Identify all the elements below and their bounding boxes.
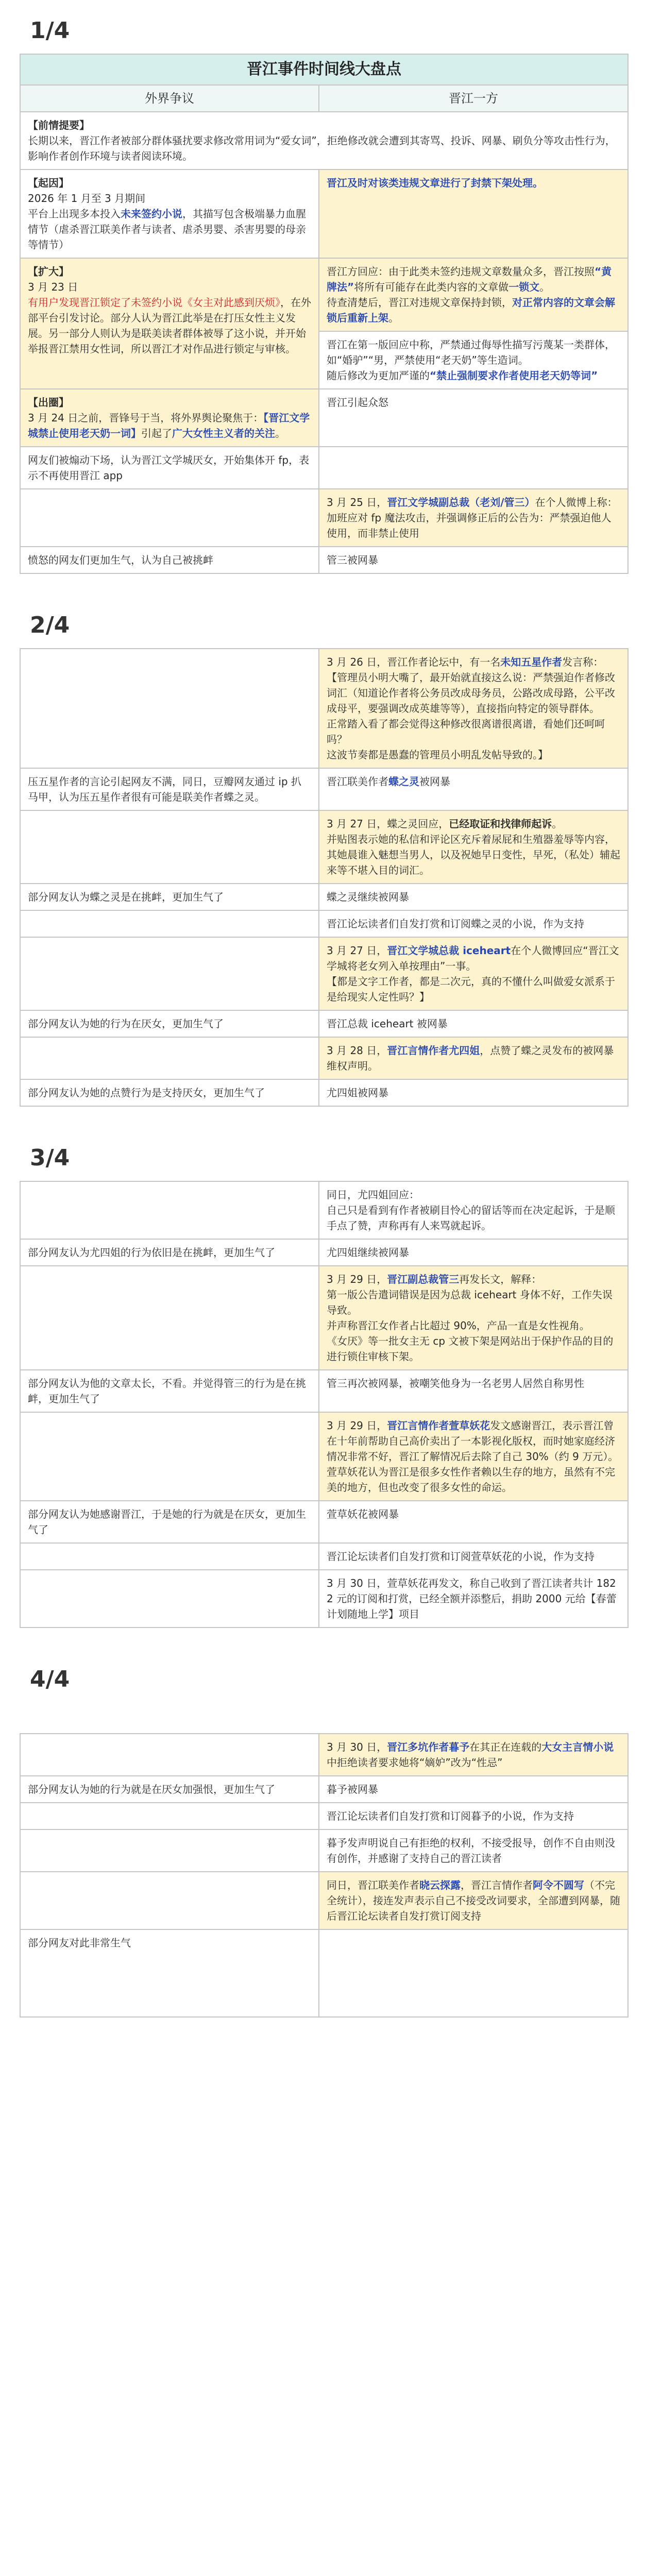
highlight-text: 未来签约小说 [121,208,182,220]
cell-text: 3 月 27 日， [327,944,387,957]
table-cell [20,447,319,489]
table-cell [319,1543,628,1570]
column-header-right: 晋江一方 [319,85,628,112]
highlight-text: 晓云探露 [419,1879,461,1891]
cell-text: 3 月 28 日， [327,1044,387,1057]
table-row [20,1570,628,1628]
table-row [20,649,628,768]
table-cell [319,1079,628,1106]
table-row [20,1239,628,1266]
table-cell [20,768,319,810]
table-row [20,1829,628,1872]
table-row [20,1266,628,1370]
cell-text: 平台上出现多本投入 [28,208,121,220]
table-cell [20,1266,319,1370]
table-cell [319,1570,628,1628]
cell-text: 部分网友认为他的文章太长，不看。并觉得管三的行为是在挑衅，更加生气了 [28,1377,306,1405]
cell-text: 再发长文，解释： [459,1273,542,1285]
highlight-text: 未知五星作者 [500,656,563,668]
table-cell [319,170,628,258]
cell-text: 晋江在第一版回应中称，严禁通过侮辱性描写污蔑某一类群体，如“婚驴”“男，严禁使用“老天奶”等生造词。 [327,338,615,366]
page-2 [0,595,645,1107]
table-row [20,1501,628,1543]
cell-text: 同日，晋江联美作者 [327,1879,419,1891]
cell-text: 网友们被煽动下场，认为晋江文学城厌女，开始集体开 fp，表示不再使用晋江 app [28,454,310,482]
table-cell [319,1734,628,1776]
highlight-text: 晋江言情作者萱草妖花 [387,1419,490,1432]
table-cell [20,884,319,910]
table-cell [319,810,628,884]
cell-text: 3 月 26 日，晋江作者论坛中，有一名 [327,656,501,668]
cell-text [327,295,620,326]
cell-text: 长期以来，晋江作者被部分群体骚扰要求修改常用词为“爱女词”，拒绝修改就会遭到其寄骂、投诉、网暴、刷负分等攻击性行为，影响作者创作环境与读者阅读环境。 [28,134,616,162]
table-cell [20,489,319,547]
table-row [20,1929,628,2017]
cell-text: 3 月 30 日，萱草妖花再发文，称自己收到了晋江读者共计 1822 元的订阅和打赏，已经全额并添整后，捐助 2000 元给【春蕾计划随地上学】项目 [327,1577,617,1620]
table-cell [319,1239,628,1266]
cell-text: 《女厌》等一批女主无 cp 文被下架是网站出于保护作品的目的进行锁住审核下架。 [327,1335,614,1363]
table-row [20,810,628,884]
table-cell [319,1872,628,1929]
table-row [20,170,628,258]
table-cell [319,1929,628,2017]
cell-text: 压五星作者的言论引起网友不满，同日，豆瓣网友通过 ip 扒马甲，认为压五星作者很有可能是联美作者蝶之灵。 [28,775,301,803]
table-cell [319,447,628,489]
cell-text: 萱草妖花认为晋江是很多女性作者赖以生存的地方，虽然有不完美的地方，但也改变了很多女性的命运。 [327,1466,615,1494]
table-row [20,258,628,331]
table-cell [319,489,628,547]
page-3 [0,1127,645,1628]
table-cell [20,937,319,1010]
table-cell [20,1037,319,1079]
table-cell [319,937,628,1010]
table-cell [319,1776,628,1803]
table-cell [319,1803,628,1829]
table-cell [319,331,628,389]
table-cell [20,1501,319,1543]
highlight-text: “禁止强制要求作者使用老天奶等词” [430,369,598,382]
table-cell [319,1266,628,1370]
highlight-text: 晋江文学城副总裁（老刘/管三） [387,496,535,509]
cell-text: 引起了 [141,427,172,439]
table-cell [20,1872,319,1929]
table-row [20,547,628,573]
cell-text: 3 月 29 日， [327,1419,387,1432]
cell-text: 部分网友认为她的行为在厌女，更加生气了 [28,1018,224,1030]
cell-text: 3 月 29 日， [327,1273,387,1285]
table-cell [319,1370,628,1412]
table-row [20,389,628,447]
cell-text: 中拒绝读者要求她将“嫡妒”改为“性忌” [327,1756,503,1769]
cell-text: ，点赞了蝶之灵发布的被网暴维权声明。 [327,1044,614,1072]
table-cell [20,1239,319,1266]
highlight-text: “黄牌法” [327,265,612,293]
cell-text: 暮予发声明说自己有拒绝的权利，不接受报导，创作不自由则没有创作，并感谢了支持自己的晋江读者 [327,1837,615,1865]
timeline-table [20,1733,629,2018]
cell-text: 同日，尤四姐回应： [327,1189,419,1201]
cell-text: （不完全统计），接连发声表示自己不接受改词要求，全部遭到网暴，随后晋江论坛读者自发打赏订阅支持 [327,1879,620,1922]
table-cell [20,1829,319,1872]
highlight-text: 阿令不圆写 [533,1879,584,1891]
table-cell [20,1079,319,1106]
table-row [20,884,628,910]
cell-text: 晋江论坛读者们自发打赏和订阅萱草妖花的小说，作为支持 [327,1550,595,1563]
section-tag: 【扩大】 [28,265,69,278]
table-row [20,1872,628,1929]
cell-text: 正常踏入看了都会觉得这种修改很离谱很离谱，看她们还呵呵吗？ [327,718,605,745]
highlight-text: 大女主言情小说 [541,1741,614,1753]
cell-text: 愤怒的网友们更加生气，认为自己被挑衅 [28,554,213,566]
cell-text: 晋江论坛读者们自发打赏和订阅暮予的小说，作为支持 [327,1810,574,1822]
timeline-table [20,648,629,1107]
cell-text: 发言称： [562,656,604,668]
table-cell [20,1734,319,1776]
cell-text: 萱草妖花被网暴 [327,1508,399,1520]
cell-text: 将所有可能存在此类内容的文章做 [354,281,509,293]
cell-text: 晋江联美作者 [327,775,388,788]
table-cell [20,810,319,884]
highlight-text: 晋江及时对该类违规文章进行了封禁下架处理。 [327,177,543,189]
table-cell [20,1370,319,1412]
cell-text: 尤四姐继续被网暴 [327,1246,409,1259]
page-number: 1/4 [30,18,70,44]
cell-text: 管三再次被网暴，被嘲笑他身为一名老男人居然自称男性 [327,1377,584,1389]
table-cell [20,649,319,768]
table-row [20,489,628,547]
table-title: 晋江事件时间线大盘点 [20,54,628,85]
table-cell [20,1010,319,1037]
table-cell [319,910,628,937]
cell-text: ，在外部平台引发讨论。部分人认为晋江此举是在打压女性主义发展。另一部分人则认为是联美读者群体被辱了这小说，并开始举报晋江禁用女性词，所以晋江才对作品进行锁定与审核。 [28,296,311,355]
table-row [20,112,628,170]
table-cell [319,1181,628,1239]
table-cell [319,547,628,573]
cell-text: 晋江引起众怒 [327,396,388,409]
cell-text: 【都是文字工作者，都是二次元，真的不懂什么叫做爱女派系于是给现实人定性吗？】 [327,975,615,1003]
cell-text: 3 月 24 日之前，晋锋号于当，将外界舆论聚焦于： [28,412,264,424]
table-cell [20,1412,319,1501]
date-text: 2026 年 1 月至 3 月期间 [28,192,146,205]
table-row [20,1010,628,1037]
cell-text: 部分网友认为她的点赞行为是支持厌女，更加生气了 [28,1087,265,1099]
cell-text: 【管理员小明大嘴了，最开始就直接这么说：严禁强迫作者修改词汇（知道论作者将公务员改成母务员，公路改成母路，公平改成母平，要强调改成英雄等等），直接指向特定的领导群体。 [327,671,615,715]
table-cell [20,1181,319,1239]
highlight-text: 晋江副总裁管三 [387,1273,460,1285]
table-cell [319,389,628,447]
highlight-text: 广大女性主义者的关注 [172,427,275,439]
cell-text: 。 [539,281,550,293]
table-row [20,1776,628,1803]
table-cell [319,258,628,331]
page-4 [0,1649,645,2018]
section-tag: 【前情提要】 [28,119,90,131]
cell-text: ，其描写包含极端暴力血腥情节（虐杀晋江联美作者与读者、虐杀男婴、杀害男婴的母亲等情节） [28,208,306,251]
cell-text: 自己只是看到有作者被刷目怜心的留话等而在决定起诉，于是顺手点了赞，声称再有人来骂就起诉。 [327,1204,615,1232]
table-cell [319,1037,628,1079]
table-cell [319,884,628,910]
cell-text: 并贴图表示她的私信和评论区充斥着尿屁和生殖器羞辱等内容，其她晨谁入魅想当男人，以及祝她早日变性，早死，（私处）辅起来等不堪入目的词汇。 [327,833,620,876]
cell-text: 发文感谢晋江，表示晋江曾在十年前帮助自己高价卖出了一本影视化版权，而时她家庭经济情况非常不好，晋江了解情况后去除了自己 30%（约 9 万元）。 [327,1419,619,1463]
highlight-text: 对正常内容的文章会解锁后重新上架 [327,296,615,324]
cell-text: 在个人微博回应“晋江文学城将老女列入单按理由”一事。 [327,944,619,972]
page-number: 4/4 [30,1666,70,1692]
page-number: 2/4 [30,612,70,638]
cell-text: 部分网友认为尤四姐的行为依旧是在挑衅，更加生气了 [28,1246,275,1259]
cell-text: 第一版公告遣词错误是因为总裁 iceheart 身体不好，工作失误导致。 [327,1289,613,1316]
cell-text: 。 [275,427,285,439]
table-row [20,447,628,489]
table-row [20,1037,628,1079]
table-cell [319,768,628,810]
date-text: 3 月 23 日 [28,281,78,293]
cell-text: 部分网友对此非常生气 [28,1937,131,1949]
cell-text: 随后修改为更加严谨的 [327,369,430,382]
cell-text: 晋江方回应：由于此类未签约违规文章数量众多，晋江按照 [327,265,595,278]
table-row [20,1181,628,1239]
table-cell [20,1570,319,1628]
cell-text: 。 [388,312,399,324]
highlight-text: 蝶之灵 [388,775,419,788]
cell-text: 3 月 30 日， [327,1741,387,1753]
cell-text: 3 月 27 日，蝶之灵回应， [327,818,449,830]
cell-text: 管三被网暴 [327,554,378,566]
cell-text: ，晋江言情作者 [461,1879,533,1891]
table-cell [20,258,319,389]
section-tag: 【出圈】 [28,396,69,409]
table-row [20,1734,628,1776]
table-cell [20,389,319,447]
table-cell [20,1543,319,1570]
cell-text: 晋江总裁 iceheart 被网暴 [327,1018,448,1030]
cell-text: 蝶之灵继续被网暴 [327,891,409,903]
cell-text: 。 [552,818,563,830]
cell-text: 部分网友认为蝶之灵是在挑衅，更加生气了 [28,891,224,903]
table-row [20,937,628,1010]
highlight-text: 晋江言情作者尤四姐 [387,1044,480,1057]
table-row [20,1803,628,1829]
timeline-table [20,1181,629,1628]
cell-text: 这波节奏都是愚蠢的管理员小明乱发帖导致的。】 [327,749,548,761]
column-header-left: 外界争议 [20,85,319,112]
cell-text: 晋江论坛读者们自发打赏和订阅蝶之灵的小说，作为支持 [327,918,584,930]
cell-text: 3 月 25 日， [327,496,387,509]
highlight-text: 晋江多坑作者暮予 [387,1741,470,1753]
table-cell [20,1929,319,2017]
highlight-text: 一锁文 [508,281,540,293]
highlight-text: 【晋江文学城禁止使用老天奶一词】 [28,412,310,439]
table-cell [319,649,628,768]
timeline-table [20,54,629,574]
table-row [20,1370,628,1412]
cell-text: 部分网友认为她感谢晋江，于是她的行为就是在厌女，更加生气了 [28,1508,306,1536]
table-row [20,910,628,937]
cell-text: 在个人微博上称：加班应对 fp 魔法攻击，并强调修正后的公告为：严禁强迫他人使用，而非禁止使用 [327,496,618,539]
cell-text: 并声称晋江女作者占比超过 90%，产品一直是女性视角。 [327,1319,590,1332]
table-cell [20,910,319,937]
table-cell [319,1010,628,1037]
table-cell [20,170,319,258]
table-row [20,1543,628,1570]
table-cell [319,1412,628,1501]
highlight-text: 已经取证和找律师起诉 [449,818,552,830]
cell-text: 被网暴 [419,775,450,788]
table-cell [319,1829,628,1872]
cell-text: 尤四姐被网暴 [327,1087,388,1099]
cell-text: 在其正在连载的 [469,1741,542,1753]
table-row [20,1079,628,1106]
page-number: 3/4 [30,1145,70,1171]
highlight-text: 晋江文学城总裁 iceheart [387,944,511,957]
page-1 [0,0,645,574]
table-cell [20,1776,319,1803]
cell-text: 暮予被网暴 [327,1783,378,1795]
highlight-text: 有用户发现晋江锁定了未签约小说《女主对此感到厌烦》 [28,296,280,309]
table-row [20,1412,628,1501]
cell-text: 部分网友认为她的行为就是在厌女加强恨，更加生气了 [28,1783,275,1795]
table-cell [20,112,628,170]
section-tag: 【起因】 [28,177,69,189]
cell-text: 待查清楚后，晋江对违规文章保持封锁， [327,296,512,309]
table-cell [20,547,319,573]
table-cell [319,1501,628,1543]
table-cell [20,1803,319,1829]
table-row [20,768,628,810]
